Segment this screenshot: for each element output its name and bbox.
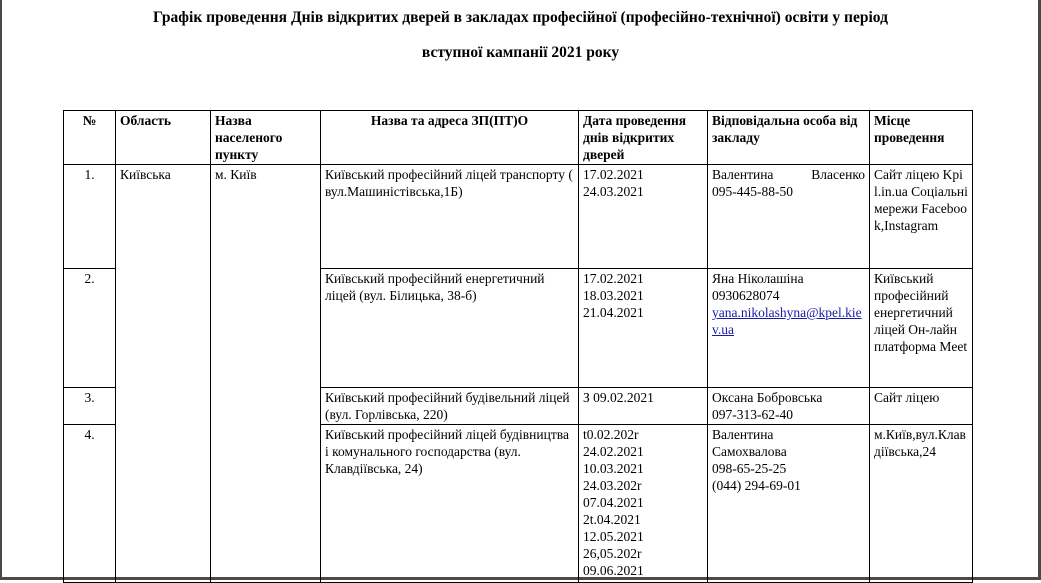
document-title-line-2: вступної кампанії 2021 року: [421, 44, 620, 61]
dates-cell: [579, 269, 708, 388]
venue-cell: Сайт ліцею: [870, 388, 973, 425]
institution-cell: Київський професійний ліцей будівництва і комунального господарства (вул. Клавдіївська, 24): [321, 425, 579, 583]
contact-phone: 0930628074: [712, 288, 780, 303]
row-number: 2.: [64, 269, 116, 388]
header-number: №: [64, 111, 116, 165]
contact-phone: 095-445-88-50: [712, 184, 793, 199]
date-entry: 10.03.2021: [583, 461, 644, 476]
contact-phone: 097-313-62-40: [712, 407, 793, 422]
header-venue: Місце проведення: [870, 111, 973, 165]
contact-phone: 098-65-25-25: [712, 461, 787, 476]
contact-line: Валентина: [712, 427, 774, 442]
date-entry: 17.02.2021: [583, 167, 644, 182]
institution-cell: Київський професійний ліцей транспорту ( вул.Машиністівська,1Б): [321, 165, 579, 269]
page-frame-left: [0, 0, 2, 580]
date-entry: 17.02.2021: [583, 271, 644, 286]
contact-cell: [708, 425, 870, 583]
date-entry: 24.03.2021: [583, 184, 644, 199]
institution-cell: Київський професійний будівельний ліцей (вул. Горлівська, 220): [321, 388, 579, 425]
contact-last-name: Власенко: [811, 167, 865, 182]
contact-cell: [708, 269, 870, 388]
settlement-cell: м. Київ: [211, 165, 321, 583]
institution-cell: Київський професійний енергетичний ліцей (вул. Білицька, 38-б): [321, 269, 579, 388]
schedule-table: [63, 110, 973, 583]
contact-line: Самохвалова: [712, 444, 787, 459]
date-entry: 09.06.2021: [583, 563, 644, 578]
dates-cell: [579, 388, 708, 425]
row-number: 1.: [64, 165, 116, 269]
date-entry: 07.04.2021: [583, 495, 644, 510]
dates-cell: [579, 425, 708, 583]
dates-cell: [579, 165, 708, 269]
header-contact: Відповідальна особа від закладу: [708, 111, 870, 165]
header-region: Область: [116, 111, 211, 165]
venue-cell: Сайт ліцею Kpil.in.ua Соціальні мережи Facebook,Instagram: [870, 165, 973, 269]
date-entry: З 09.02.2021: [583, 390, 654, 405]
date-entry: 21.04.2021: [583, 305, 644, 320]
row-number: 3.: [64, 388, 116, 425]
contact-name: Яна Ніколашіна: [712, 271, 804, 286]
venue-cell: Київський професійний енергетичний ліцей Он-лайн платформа Meet: [870, 269, 973, 388]
contact-cell: [708, 165, 870, 269]
date-entry: 24.03.202r: [583, 478, 642, 493]
region-cell: Київська: [116, 165, 211, 583]
contact-name: [712, 166, 865, 183]
header-settlement: Назва населеного пункту: [211, 111, 321, 165]
date-entry: 26,05.202r: [583, 546, 642, 561]
contact-cell: [708, 388, 870, 425]
contact-name: Оксана Бобровська: [712, 390, 823, 405]
date-entry: 12.05.2021: [583, 529, 644, 544]
contact-phone: (044) 294-69-01: [712, 478, 801, 493]
table-header-row: [64, 111, 973, 165]
row-number: 4.: [64, 425, 116, 583]
venue-cell: м.Київ,вул.Клавдіївська,24: [870, 425, 973, 583]
document-title-line-1: Графік проведення Днів відкритих дверей в закладах професійної (професійно-технічної) освіти у період: [153, 9, 888, 26]
date-entry: 24.02.2021: [583, 444, 644, 459]
contact-first-name: Валентина: [712, 167, 774, 182]
header-dates: Дата проведення днів відкритих дверей: [579, 111, 708, 165]
table-row: [64, 165, 973, 269]
header-institution: Назва та адреса ЗП(ПТ)О: [321, 111, 579, 165]
date-entry: 18.03.2021: [583, 288, 644, 303]
date-entry: 2t.04.2021: [583, 512, 641, 527]
date-entry: t0.02.202r: [583, 427, 639, 442]
contact-email-link[interactable]: yana.nikolashyna@kpel.kiev.ua: [712, 305, 862, 337]
